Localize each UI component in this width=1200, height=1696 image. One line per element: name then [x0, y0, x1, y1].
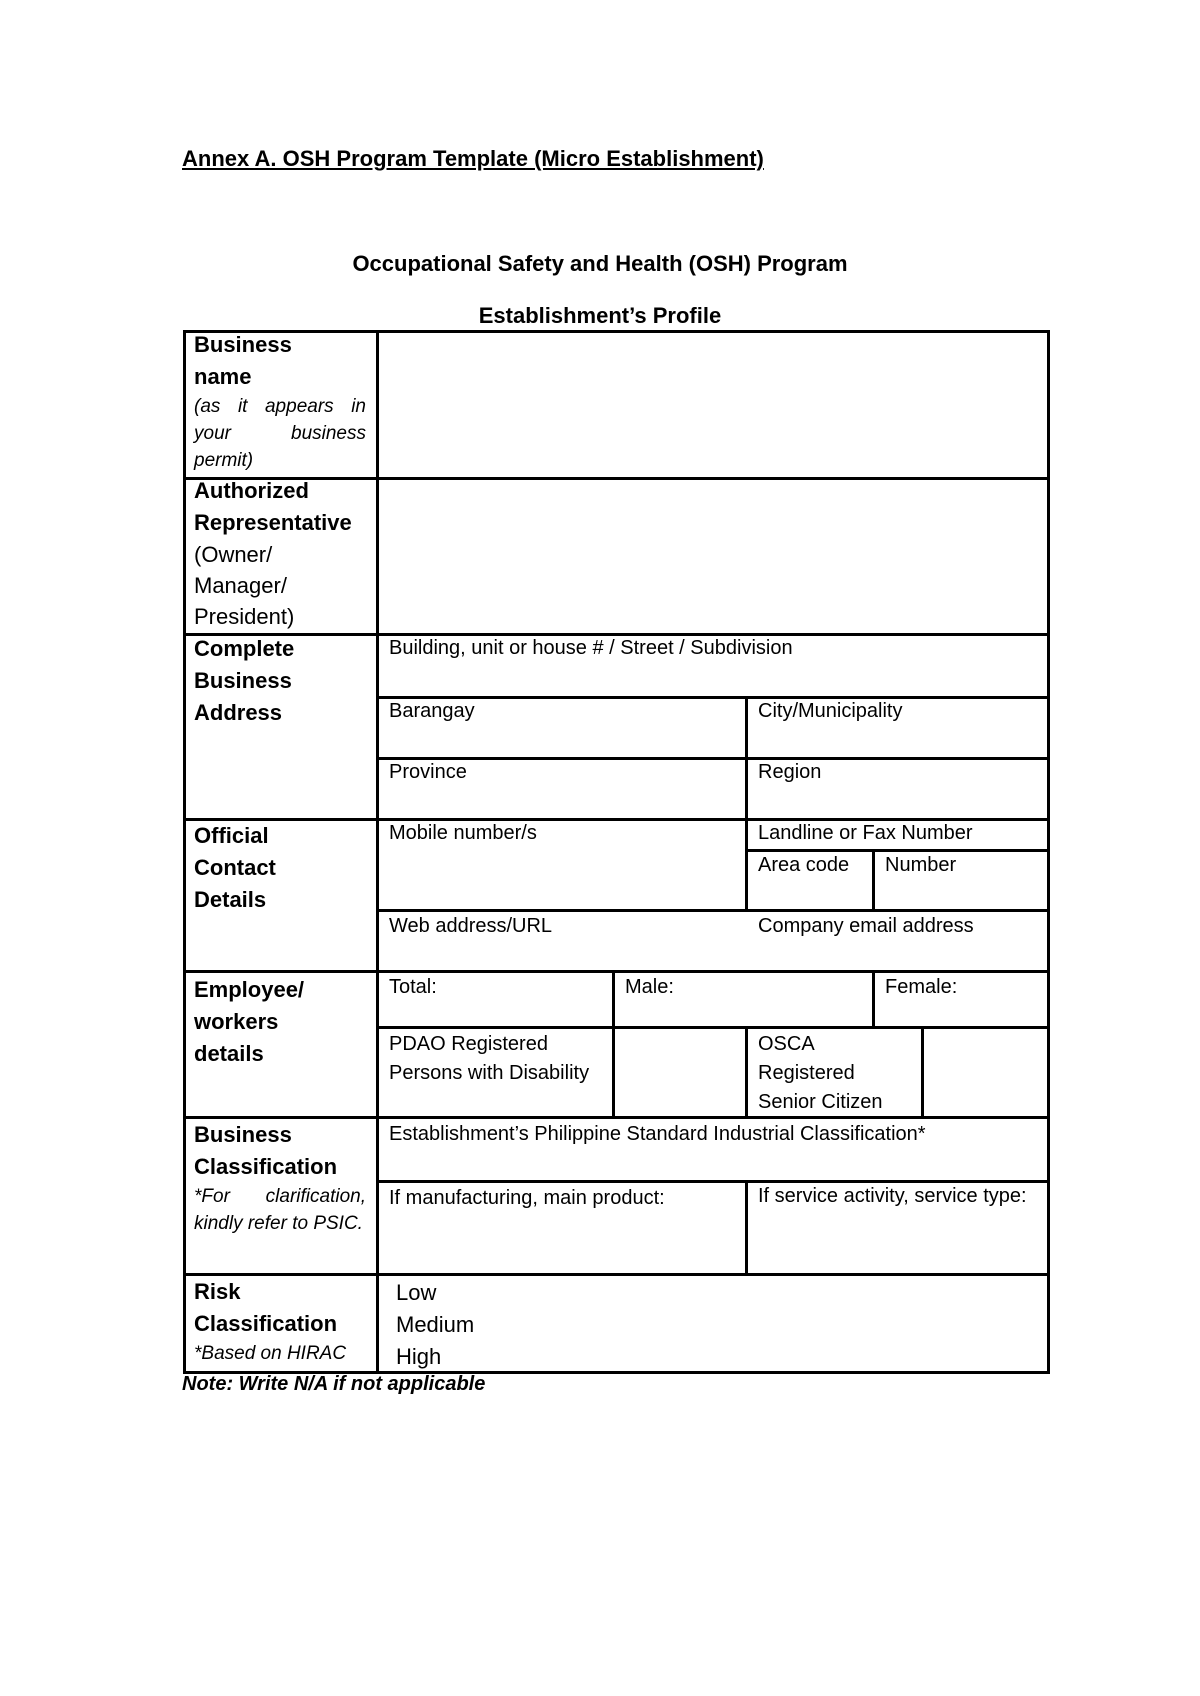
program-title: Occupational Safety and Health (OSH) Program — [352, 251, 848, 276]
area-code-field[interactable]: Area code — [758, 854, 850, 876]
osca-label: OSCA Registered Senior Citizen — [758, 1033, 883, 1113]
risk-title: Risk Classification — [194, 1279, 338, 1336]
footer-note: Note: Write N/A if not applicable — [182, 1373, 486, 1395]
male-employees-field[interactable]: Male: — [625, 976, 674, 998]
address-street-field[interactable]: Building, unit or house # / Street / Subdivision — [389, 637, 793, 659]
number-field[interactable]: Number — [885, 854, 957, 876]
risk-option-high[interactable]: High — [396, 1344, 442, 1369]
business-name-field[interactable] — [379, 333, 1047, 477]
authorized-rep-note: (Owner/ Manager/ President) — [194, 542, 295, 629]
pdao-count-field[interactable] — [615, 1029, 745, 1116]
employees-label: Employee/ workers details — [194, 977, 305, 1066]
risk-label — [194, 1276, 366, 1367]
business-name-title: Business name — [194, 332, 292, 389]
psic-field[interactable]: Establishment’s Philippine Standard Industrial Classification* — [389, 1123, 926, 1145]
city-municipality-field[interactable]: City/Municipality — [758, 700, 903, 722]
contact-label: Official Contact Details — [194, 823, 276, 912]
service-type-field[interactable]: If service activity, service type: — [758, 1185, 1027, 1207]
landline-header: Landline or Fax Number — [758, 822, 973, 844]
company-email-field[interactable]: Company email address — [758, 915, 974, 937]
business-name-note: (as it appears in your business permit) — [194, 396, 366, 471]
barangay-field[interactable]: Barangay — [389, 700, 475, 722]
total-employees-field[interactable]: Total: — [389, 976, 437, 998]
classification-title: Business Classification — [194, 1122, 338, 1179]
risk-note: *Based on HIRAC — [194, 1343, 347, 1364]
mobile-field[interactable]: Mobile number/s — [389, 822, 537, 844]
risk-option-medium[interactable]: Medium — [396, 1312, 475, 1337]
risk-option-low[interactable]: Low — [396, 1280, 437, 1305]
province-field[interactable]: Province — [389, 761, 467, 783]
classification-note: *For clarification, kindly refer to PSIC. — [194, 1186, 366, 1234]
classification-label — [194, 1119, 366, 1237]
pdao-label: PDAO Registered Persons with Disability — [389, 1033, 590, 1084]
authorized-rep-title: Authorized Representative — [194, 478, 352, 535]
address-label: Complete Business Address — [194, 636, 295, 725]
manufacturing-product-field[interactable]: If manufacturing, main product: — [389, 1187, 665, 1209]
region-field[interactable]: Region — [758, 761, 822, 783]
profile-title: Establishment’s Profile — [478, 303, 722, 328]
annex-title: Annex A. OSH Program Template (Micro Establishment) — [182, 146, 764, 171]
authorized-rep-label — [194, 475, 364, 632]
osca-count-field[interactable] — [924, 1029, 1047, 1116]
female-employees-field[interactable]: Female: — [885, 976, 958, 998]
web-address-field[interactable]: Web address/URL — [389, 915, 553, 937]
business-name-label — [194, 329, 366, 474]
authorized-rep-field[interactable] — [379, 480, 1047, 633]
